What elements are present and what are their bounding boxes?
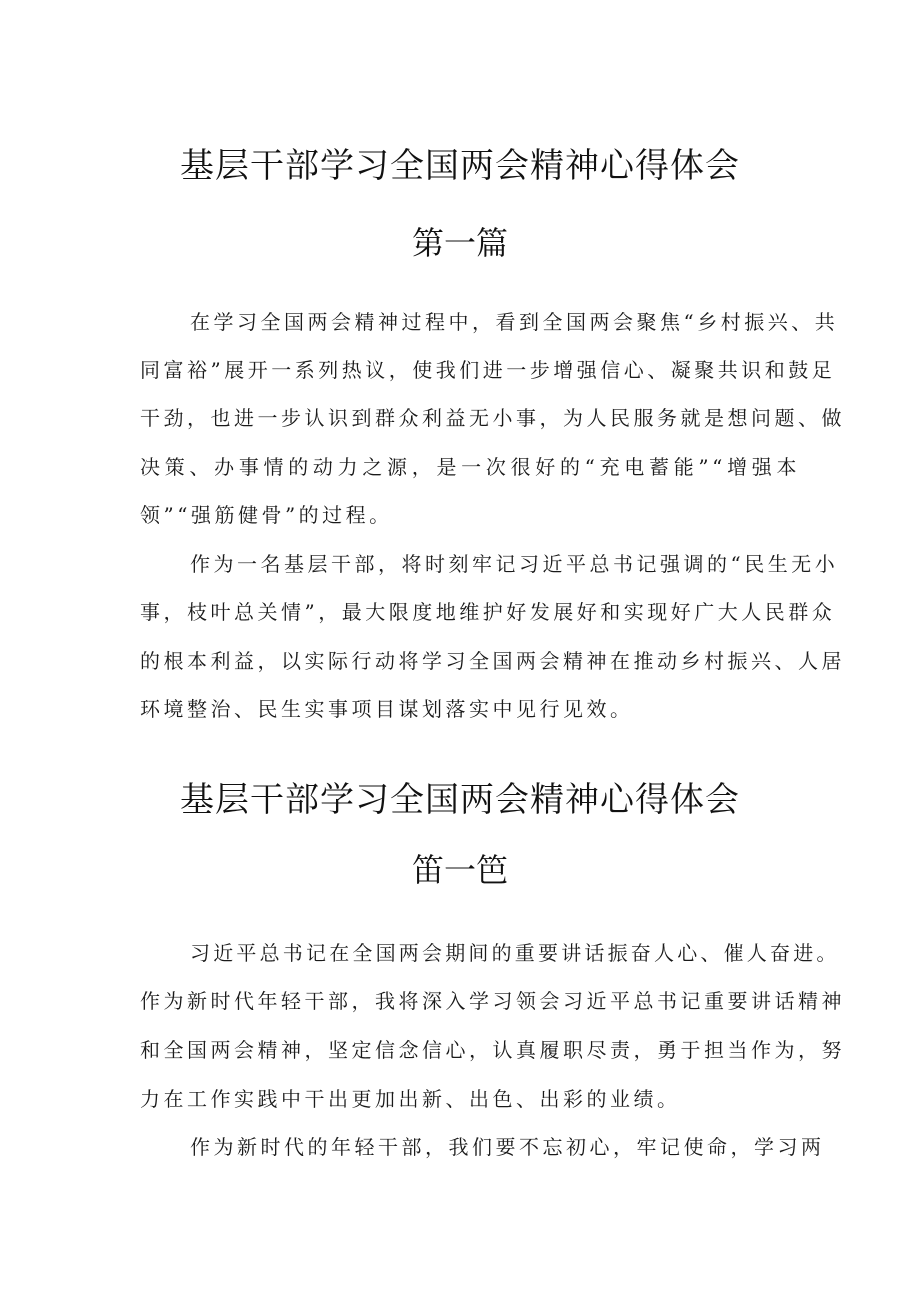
paragraph-line: 作为新时代年轻干部，我将深入学习领会习近平总书记重要讲话精神 xyxy=(140,989,845,1013)
section-subtitle: 笛一笆 xyxy=(411,851,508,889)
paragraph-line: 的根本利益，以实际行动将学习全国两会精神在推动乡村振兴、人居 xyxy=(140,649,845,673)
paragraph-line: 力在工作实践中干出更加出新、出色、出彩的业绩。 xyxy=(140,1087,681,1111)
section-subtitle: 第一篇 xyxy=(411,224,508,262)
paragraph-line: 作为一名基层干部，将时刻牢记习近平总书记强调的“民生无小 xyxy=(190,552,839,576)
section-title: 基层干部学习全国两会精神心得体会 xyxy=(180,146,740,186)
paragraph-line: 事，枝叶总关情”，最大限度地维护好发展好和实现好广大人民群众 xyxy=(140,600,836,624)
paragraph-line: 同富裕”展开一系列热议，使我们进一步增强信心、凝聚共识和鼓足 xyxy=(140,358,836,382)
paragraph-line: 决策、办事情的动力之源，是一次很好的“充电蓄能”“增强本 xyxy=(140,455,800,479)
paragraph-line: 在学习全国两会精神过程中，看到全国两会聚焦“乡村振兴、共 xyxy=(190,310,839,334)
paragraph-line: 习近平总书记在全国两会期间的重要讲话振奋人心、催人奋进。 xyxy=(190,941,840,965)
section-title: 基层干部学习全国两会精神心得体会 xyxy=(180,780,740,820)
paragraph-line: 环境整治、民生实事项目谋划落实中见行见效。 xyxy=(140,697,634,721)
paragraph-line: 领”“强筋健骨”的过程。 xyxy=(140,503,393,527)
paragraph-line: 和全国两会精神，坚定信念信心，认真履职尽责，勇于担当作为，努 xyxy=(140,1038,845,1062)
paragraph-line: 干劲，也进一步认识到群众利益无小事，为人民服务就是想问题、做 xyxy=(140,406,845,430)
paragraph-line: 作为新时代的年轻干部，我们要不忘初心，牢记使命，学习两 xyxy=(190,1135,825,1159)
